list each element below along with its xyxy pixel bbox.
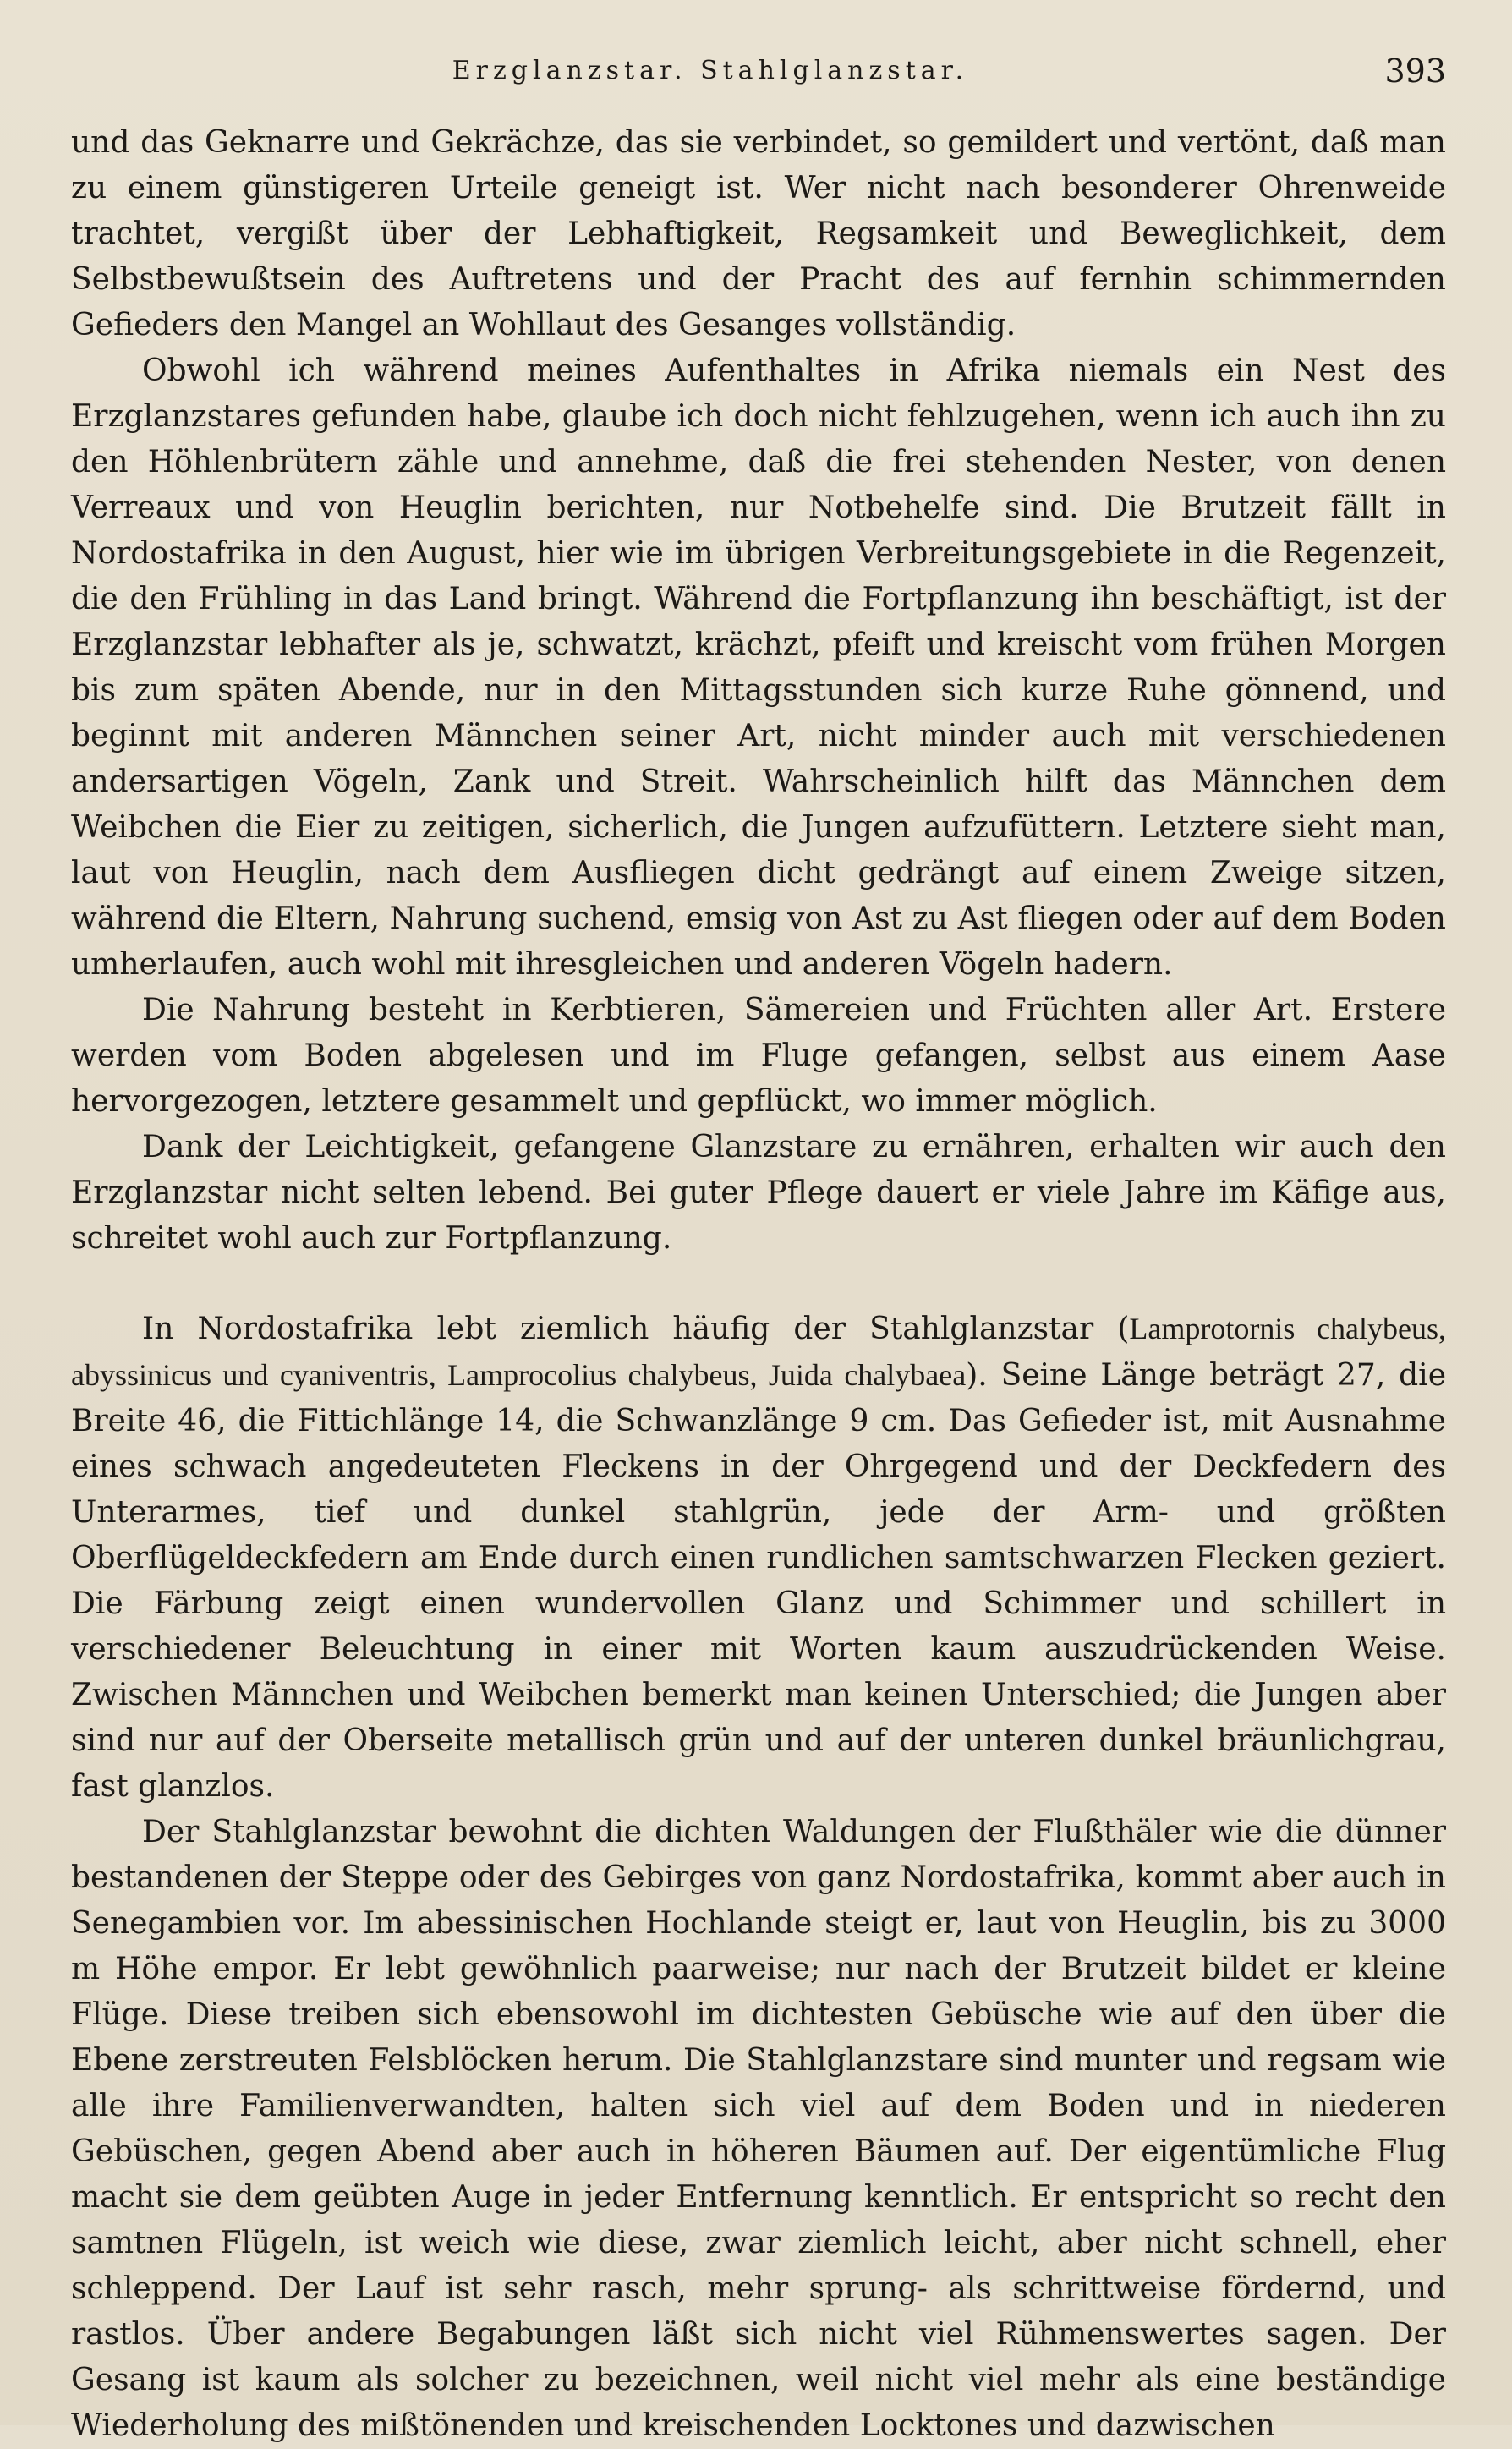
section-gap — [71, 1262, 1446, 1306]
intro-text: In Nordostafrika lebt ziemlich häufig der Stahlglanzstar ( — [142, 1312, 1130, 1346]
latin-species-names: Lamprotornis chalybeus, abyssinicus und cyaniventris, Lamprocolius chalybeus, Juida chalybaea — [71, 1312, 1446, 1392]
paragraph-stahlglanzstar-description — [71, 1306, 1446, 1810]
description-text: ). Seine Länge beträgt 27, die Breite 46, die Fittichlänge 14, die Schwanzlänge 9 cm. Das Gefieder ist, mit Ausnahme eines schwach angedeuteten Fleckens in der Ohrgegend und der Deckfedern des Unterarmes, tief und dunkel stahlgrün, jede der Arm- und größten Oberflügeldeckfedern am Ende durch einen rundlichen samtschwarzen Flecken geziert. Die Färbung zeigt einen wundervollen Glanz und Schimmer und schillert in verschiedener Beleuchtung in einer mit Worten kaum auszudrückenden Weise. Zwischen Männchen und Weibchen bemerkt man keinen Unterschied; die Jungen aber sind nur auf der Oberseite metallisch grün und auf der unteren dunkel bräunlichgrau, fast glanzlos. — [71, 1358, 1446, 1804]
paragraph-nesting: Obwohl ich während meines Aufenthaltes in Afrika niemals ein Nest des Erzglanzstares gefunden habe, glaube ich doch nicht fehlzugehen, wenn ich auch ihn zu den Höhlenbrütern zähle und annehme, daß die frei stehenden Nester, von denen Verreaux und von Heuglin berichten, nur Notbehelfe sind. Die Brutzeit fällt in Nordostafrika in den August, hier wie im übrigen Verbreitungsgebiete in die Regenzeit, die den Frühling in das Land bringt. Während die Fortpflanzung ihn beschäftigt, ist der Erzglanzstar lebhafter als je, schwatzt, krächzt, pfeift und kreischt vom frühen Morgen bis zum späten Abende, nur in den Mittagsstunden sich kurze Ruhe gönnend, und beginnt mit anderen Männchen seiner Art, nicht minder auch mit verschiedenen andersartigen Vögeln, Zank und Streit. Wahrscheinlich hilft das Männchen dem Weibchen die Eier zu zeitigen, sicherlich, die Jungen aufzufüttern. Letztere sieht man, laut von Heuglin, nach dem Ausfliegen dicht gedrängt auf einem Zweige sitzen, während die Eltern, Nahrung suchend, emsig von Ast zu Ast fliegen oder auf dem Boden umherlaufen, auch wohl mit ihresgleichen und anderen Vögeln hadern. — [71, 353, 1446, 982]
page-number: 393 — [1384, 52, 1446, 90]
page-header — [68, 52, 1446, 95]
paragraph-captivity: Dank der Leichtigkeit, gefangene Glanzstare zu ernähren, erhalten wir auch den Erzglanzstar nicht selten lebend. Bei guter Pflege dauert er viele Jahre im Käfige aus, schreitet wohl auch zur Fortpflanzung. — [71, 1130, 1446, 1256]
running-head: Erzglanzstar. Stahlglanzstar. — [452, 56, 969, 85]
paragraph-habitat: Der Stahlglanzstar bewohnt die dichten Waldungen der Flußthäler wie die dünner bestandenen der Steppe oder des Gebirges von ganz Nordostafrika, kommt aber auch in Senegambien vor. Im abessinischen Hochlande steigt er, laut von Heuglin, bis zu 3000 m Höhe empor. Er lebt gewöhnlich paarweise; nur nach der Brutzeit bildet er kleine Flüge. Diese treiben sich ebensowohl im dichtesten Gebüsche wie auf den über die Ebene zerstreuten Felsblöcken herum. Die Stahlglanzstare sind munter und regsam wie alle ihre Familienverwandten, halten sich viel auf dem Boden und in niederen Gebüschen, gegen Abend aber auch in höheren Bäumen auf. Der eigentümliche Flug macht sie dem geübten Auge in jeder Entfernung kenntlich. Er entspricht so recht den samtnen Flügeln, ist weich wie diese, zwar ziemlich leicht, aber nicht schnell, eher schleppend. Der Lauf ist sehr rasch, mehr sprung- als schrittweise fördernd, und rastlos. Über andere Begabungen läßt sich nicht viel Rühmenswertes sagen. Der Gesang ist kaum als solcher zu bezeichnen, weil nicht viel mehr als eine beständige Wiederholung des mißtönenden und kreischenden Locktones und dazwischen — [71, 1815, 1446, 2443]
paragraph-food: Die Nahrung besteht in Kerbtieren, Sämereien und Früchten aller Art. Erstere werden vom Boden abgelesen und im Fluge gefangen, selbst aus einem Aase hervorgezogen, letztere gesammelt und gepflückt, wo immer möglich. — [71, 993, 1446, 1119]
body-text — [71, 120, 1446, 2449]
paragraph-continuation: und das Geknarre und Gekrächze, das sie verbindet, so gemildert und vertönt, daß man zu einem günstigeren Urteile geneigt ist. Wer nicht nach besonderer Ohrenweide trachtet, vergißt über der Lebhaftigkeit, Regsamkeit und Beweglichkeit, dem Selbstbewußtsein des Auftretens und der Pracht des auf fernhin schimmernden Gefieders den Mangel an Wohllaut des Gesanges vollständig. — [71, 125, 1446, 342]
